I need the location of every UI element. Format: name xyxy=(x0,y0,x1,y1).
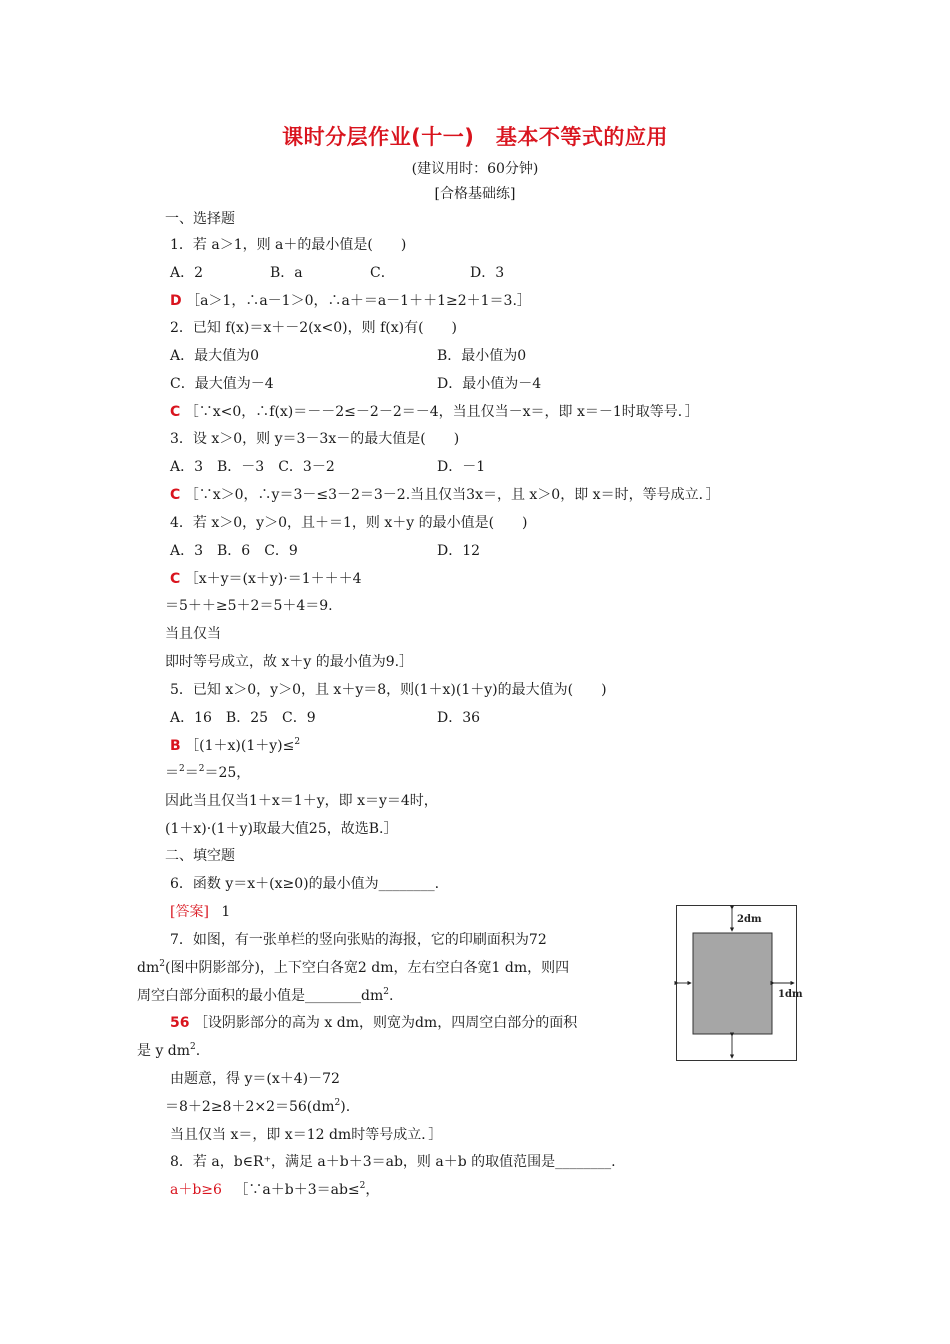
q5-options-abc: A．16 B．25 C．9 xyxy=(170,710,316,726)
q5-explanation-2: ＝$^2$＝$^2$＝25， xyxy=(165,764,251,781)
q4-stem: 4．若 x＞0，y＞0，且＋＝1，则 x＋y 的最小值是( ) xyxy=(170,515,528,531)
q2-option-b: B．最小值为0 xyxy=(437,348,527,364)
q8-answer: a＋b≥6 xyxy=(170,1182,222,1198)
q6-answer-label: [答案] xyxy=(170,904,209,920)
q5-stem: 5．已知 x＞0，y＞0，且 x＋y＝8，则(1＋x)(1＋y)的最大值为( ) xyxy=(170,682,607,698)
q2-option-a: A．最大值为0 xyxy=(170,348,260,364)
section-fill: 二、填空题 xyxy=(165,848,235,864)
q4-explanation-2: ＝5＋＋≥5＋2＝5＋4＝9. xyxy=(165,598,333,614)
q3-options-abc: A．3 B．－3 C．3－2 xyxy=(170,459,335,475)
q1-option-b: B．a xyxy=(270,265,303,281)
print-area xyxy=(693,933,772,1034)
q6-stem: 6．函数 y＝x＋(x≥0)的最小值为________. xyxy=(170,876,440,892)
q7-explanation-3: 由题意，得 y＝(x＋4)－72 xyxy=(170,1071,340,1087)
q7-explanation-2: 是 y $dm^2$. xyxy=(137,1042,201,1059)
q5-answer: B xyxy=(170,738,181,754)
q1-explanation: ［a＞1，∴a－1＞0，∴a＋＝a－1＋＋1≥2＋1＝3.］ xyxy=(186,293,531,309)
q2-answer: C xyxy=(170,404,181,420)
q4-options-abc: A．3 B．6 C．9 xyxy=(170,543,298,559)
q5-explanation-4: (1＋x)·(1＋y)取最大值25，故选B.］ xyxy=(165,821,398,837)
q4-option-d: D．12 xyxy=(437,543,481,559)
q5-answer-line: B ［(1＋x)(1＋y)≤$^2$ xyxy=(170,737,301,754)
q6-answer-line xyxy=(170,903,230,921)
q7-explanation-5: 当且仅当 x＝，即 x＝12 dm时等号成立．］ xyxy=(170,1127,443,1143)
q1-option-a: A．2 xyxy=(170,265,204,281)
poster-figure xyxy=(676,905,803,1061)
q2-stem: 2．已知 f(x)＝x＋－2(x<0)，则 f(x)有( ) xyxy=(170,320,457,336)
q8-stem: 8．若 a，b∈R⁺，满足 a＋b＋3＝ab，则 a＋b 的取值范围是________. xyxy=(170,1154,616,1170)
q2-option-d: D．最小值为－4 xyxy=(437,376,542,392)
q3-answer: C xyxy=(170,487,181,503)
q1-stem: 1．若 a＞1，则 a＋的最小值是( ) xyxy=(170,237,407,253)
q4-explanation-4: 即时等号成立，故 x＋y 的最小值为9.］ xyxy=(165,654,414,670)
section-choice: 一、选择题 xyxy=(165,211,235,227)
figure-label-top: 2dm xyxy=(737,914,762,925)
page-title: 课时分层作业(十一) 基本不等式的应用 xyxy=(282,125,668,149)
q1-option-c: C． xyxy=(370,265,395,281)
q3-explanation: ［∵x＞0，∴y＝3－≤3－2＝3－2.当且仅当3x＝，且 x＞0，即 x＝时，等号成立．］ xyxy=(184,487,720,503)
q4-explanation-3: 当且仅当 xyxy=(165,626,221,642)
q3-answer-line xyxy=(170,486,720,504)
q7-explanation-1: ［设阴影部分的高为 x dm，则宽为dm，四周空白部分的面积 xyxy=(193,1015,578,1031)
q5-explanation-1: ［(1＋x)(1＋y)≤ xyxy=(185,738,295,754)
q6-answer: 1 xyxy=(221,904,231,920)
q2-explanation: ［∵x<0，∴f(x)＝－－2≤－2－2＝－4，当且仅当－x＝，即 x＝－1时取等号．］ xyxy=(184,404,699,420)
q7-stem-3: 周空白部分面积的最小值是$\_\_\_\_\_\_\_\_dm^2$. xyxy=(137,987,394,1004)
figure-label-right: 1dm xyxy=(778,989,803,1000)
q7-answer-line xyxy=(170,1014,577,1032)
level-label: [合格基础练] xyxy=(434,186,516,202)
q7-answer: 56 xyxy=(170,1015,190,1031)
q3-option-d: D．－1 xyxy=(437,459,486,475)
q4-explanation-1: ［x＋y＝(x＋y)·＝1＋＋＋4 xyxy=(184,571,362,587)
q2-answer-line xyxy=(170,403,699,421)
q1-answer-line xyxy=(170,292,531,310)
q5-explanation-3: 因此当且仅当1＋x＝1＋y，即 x＝y＝4时， xyxy=(165,793,438,809)
q8-explanation: ［∵a＋b＋3＝ab≤ xyxy=(234,1182,360,1198)
q8-answer-line: a＋b≥6 ［∵a＋b＋3＝ab≤$^2$， xyxy=(170,1181,380,1198)
q7-stem-2: $dm^2$(图中阴影部分)，上下空白各宽2 dm，左右空白各宽1 dm，则四 xyxy=(137,959,570,976)
q4-answer-line xyxy=(170,570,362,588)
q1-answer: D xyxy=(170,293,182,309)
q5-option-d: D．36 xyxy=(437,710,481,726)
q7-stem-1: 7．如图，有一张单栏的竖向张贴的海报，它的印刷面积为72 xyxy=(170,932,547,948)
q2-option-c: C．最大值为－4 xyxy=(170,376,274,392)
time-note: (建议用时：60分钟) xyxy=(411,161,539,177)
q4-answer: C xyxy=(170,571,181,587)
q1-option-d: D．3 xyxy=(470,265,505,281)
q7-explanation-4: $=8+2\ge 8+2\times 2=56(dm^2)$. xyxy=(165,1098,351,1115)
q3-stem: 3．设 x＞0，则 y＝3－3x－的最大值是( ) xyxy=(170,431,460,447)
